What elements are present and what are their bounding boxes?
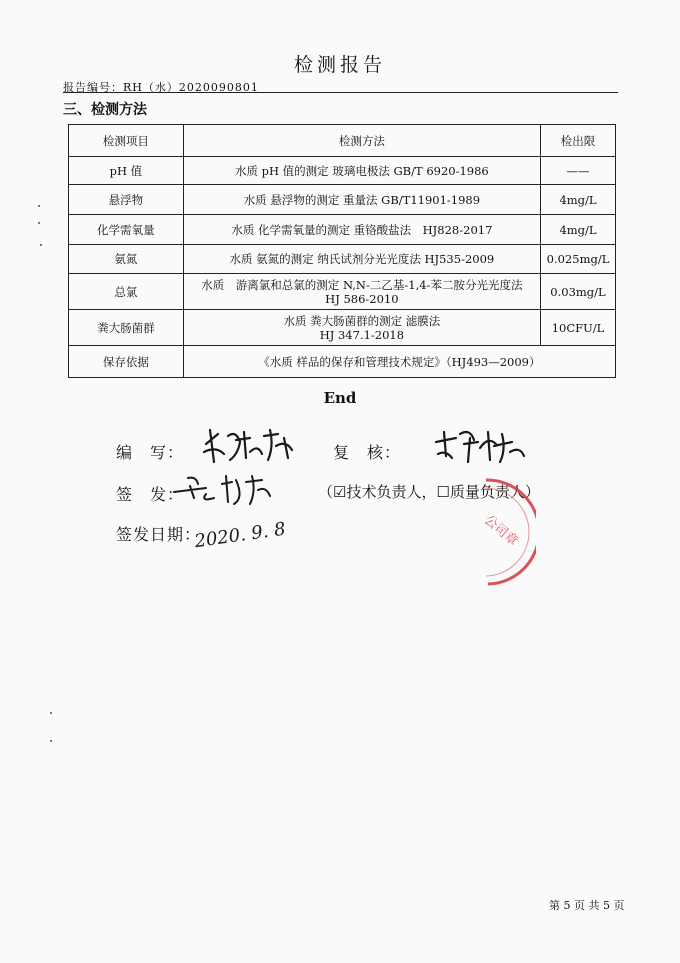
row-method: 水质 悬浮物的测定 重量法 GB/T11901-1989 <box>183 185 540 215</box>
issuer-role: （☑技术负责人，☐质量负责人） <box>318 483 540 501</box>
page-number: 第 5 页 共 5 页 <box>549 899 625 912</box>
row-item: 总氯 <box>69 274 184 310</box>
row-method: 《水质 样品的保存和管理技术规定》（HJ493—2009） <box>183 346 615 378</box>
row-method-line2: HJ 347.1-2018 <box>319 327 405 342</box>
table-row <box>69 157 616 185</box>
table-row <box>69 346 616 378</box>
table-row <box>69 274 616 310</box>
end-marker: End <box>323 389 357 407</box>
row-limit: 4mg/L <box>541 185 616 215</box>
reviewer-label: 复 核： <box>333 443 402 462</box>
margin-mark <box>38 205 40 207</box>
svg-text:公司章: 公司章 <box>481 512 521 550</box>
row-item: 悬浮物 <box>69 185 184 215</box>
margin-mark <box>40 244 42 246</box>
author-label: 编 写： <box>116 443 185 462</box>
report-number: 报告编号：RH（水）2020090801 <box>63 81 259 94</box>
row-limit: 4mg/L <box>541 215 616 245</box>
header-limit: 检出限 <box>541 125 616 157</box>
row-limit: 10CFU/L <box>541 310 616 346</box>
handwritten-date <box>192 514 302 552</box>
row-limit: 0.025mg/L <box>541 245 616 274</box>
margin-mark <box>50 740 52 742</box>
issuer-label: 签 发： <box>116 485 185 504</box>
margin-mark <box>50 712 52 714</box>
row-method: 水质 pH 值的测定 玻璃电极法 GB/T 6920-1986 <box>183 157 540 185</box>
header-item: 检测项目 <box>69 125 184 157</box>
methods-table <box>68 124 616 378</box>
section-title: 三、检测方法 <box>63 102 147 118</box>
row-method <box>183 274 540 310</box>
row-method-line1: 水质 游离氯和总氯的测定 N,N-二乙基-1,4-苯二胺分光光度法 <box>201 277 523 292</box>
date-label: 签发日期： <box>116 525 202 544</box>
company-seal <box>426 470 536 590</box>
table-row <box>69 215 616 245</box>
margin-mark <box>38 222 40 224</box>
issuer-signature <box>170 468 280 508</box>
row-method-line1: 水质 粪大肠菌群的测定 滤膜法 <box>283 313 441 328</box>
table-row <box>69 310 616 346</box>
row-method: 水质 氨氮的测定 纳氏试剂分光光度法 HJ535-2009 <box>183 245 540 274</box>
row-item: 氨氮 <box>69 245 184 274</box>
row-item: 粪大肠菌群 <box>69 310 184 346</box>
row-limit: —— <box>541 157 616 185</box>
author-signature <box>200 424 300 466</box>
row-item: 化学需氧量 <box>69 215 184 245</box>
page-title: 检测报告 <box>293 54 386 76</box>
row-item: pH 值 <box>69 157 184 185</box>
header-rule <box>63 92 618 93</box>
table-header-row <box>69 125 616 157</box>
svg-text:2020. 9. 8: 2020. 9. 8 <box>193 518 287 552</box>
row-method: 水质 化学需氧量的测定 重铬酸盐法 HJ828-2017 <box>183 215 540 245</box>
header-method: 检测方法 <box>183 125 540 157</box>
row-method <box>183 310 540 346</box>
row-method-line2: HJ 586-2010 <box>325 291 399 306</box>
row-item: 保存依据 <box>69 346 184 378</box>
row-limit: 0.03mg/L <box>541 274 616 310</box>
table-row <box>69 245 616 274</box>
reviewer-signature <box>430 424 530 466</box>
table-row <box>69 185 616 215</box>
